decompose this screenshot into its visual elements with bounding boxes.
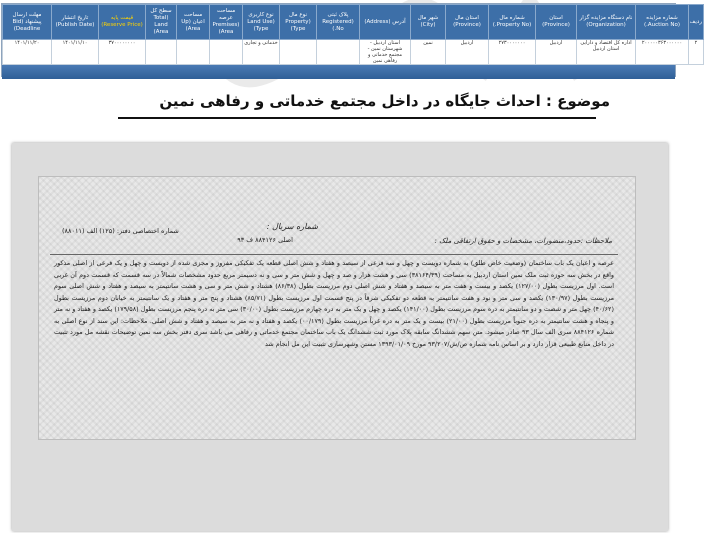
column-header[interactable]: مساحت عرصه (Premises Area) — [210, 5, 243, 40]
column-header[interactable]: نوع مال (Property Type) — [280, 5, 317, 40]
column-header[interactable]: پلاک ثبتی (Registered No.) — [317, 5, 360, 40]
listing-table — [2, 4, 704, 65]
table-cell: ۳۷۰۰۰۰۰۰۰۰ — [99, 40, 146, 65]
listing-grid — [1, 3, 702, 77]
column-header[interactable]: آدرس (Address) — [360, 5, 411, 40]
deed-content — [50, 220, 618, 435]
table-row[interactable] — [3, 40, 704, 65]
table-cell — [317, 40, 360, 65]
table-header-row — [3, 5, 704, 40]
column-header[interactable]: سطح کل (Total Land Area) — [146, 5, 177, 40]
column-header[interactable]: استان (Province) — [536, 5, 577, 40]
deed-tracking-number: شماره اختصاصی دفتر: (۱۲۵) الف (۸۸۰۱۱) — [62, 227, 179, 235]
column-header[interactable]: مساحت اعیان (Up Area) — [177, 5, 210, 40]
column-header-reserve-price[interactable]: قیمت پایه (Reserve Price) — [99, 5, 146, 40]
column-header[interactable]: ردیف — [689, 5, 704, 40]
table-cell: نمین — [411, 40, 446, 65]
column-header[interactable]: استان مال (Province) — [446, 5, 489, 40]
grid-footer-bar — [2, 65, 675, 79]
column-header[interactable]: نام دستگاه مزایده گزار (Organization) — [577, 5, 636, 40]
deed-serial-value: اصلی ۸۸۴۱۲۶ ف ۹۳ — [237, 236, 293, 244]
column-header[interactable]: نوع کاربری (Land Use Type) — [243, 5, 280, 40]
table-cell: اردبیل — [536, 40, 577, 65]
table-cell — [146, 40, 177, 65]
table-cell — [210, 40, 243, 65]
column-header[interactable]: شماره مزایده (Auction No.) — [636, 5, 689, 40]
column-header[interactable]: شماره مال (Property No.) — [489, 5, 536, 40]
deed-serial-label: شماره سریال : — [266, 222, 318, 231]
page-title: موضوع : احداث جایگاه در داخل مجتمع خدماتی و رفاهی نمین — [159, 92, 610, 110]
table-cell: خدماتی و تجاری — [243, 40, 280, 65]
table-cell: استان اردبیل - شهرستان نمین - مجتمع خدماتی و رفاهی نمین — [360, 40, 411, 65]
deed-body-text: عرصه و اعیان یک باب ساختمان (وضعیت خاص طلق) به شماره دویست و چهل و سه فرعی از سیصد و هفتاد و شش اصلی قطعه یک تفکیکی مفروز و مجزی شده از دویست و چهل و یک فرعی از اصلی مذکور واقع در بخش سه حوزه ثبت ملک نمین استان اردبیل به مساحت (۳۸۱۶۴/۳۹) سی و هشت هزار و صد و چهل و شش متر و سی و نه دسیمتر مربع حدود مشخصات شمالاً در سه قسمت که قسمت دوم آن غربی است. اول مرزیست بطول (۱۲۷/۰۰) یکصد و بیست و هفت متر به سیصد و هفتاد و شش اصلی دوم مرزیست بطول (۸۶/۳۸) هشتاد و شش متر و سی و هشت سانتیمتر به سیصد و هفتاد و شش اصلی سوم مرزیست بطول (۱۳۰/۹۷) یکصد و سی متر و نود و هفت سانتیمتر به قطعه دو تفکیکی شرقاً در پنج قسمت اول مرزیست بطول (۸۵/۷۱) هشتاد و پنج متر و هفتاد و یک سانتیمتر به خیابان دوم مرزیست بطول (۴۰/۶۲) چهل متر و شصت و دو سانتیمتر به دره سوم مرزیست بطول (۱۴۱/۰۰) یکصد و چهل و یک متر به دره چهارم مرزیست بطول (۳۰/۰۰) سی متر به دره پنجم مرزیست بطول (۱۷۹/۵۸) یکصد و هفتاد و نه متر و پنجاه و هشت سانتیمتر به دره جنوباً مرزیست بطول (۲۱/۰۰) بیست و یک متر به دره غرباً مرزیست بطول (۰۰/۱۷۹) یکصد و هفتاد و نه متر به سیصد و هفتاد و شش اصلی. ملاحظات: این سند از نوع اصلی به شماره ۸۸۴۱۲۶ سری الف سال ۹۳ صادر میشود. متن سهم ششدانگ سابقه پلاک مورد ثبت ششدانگ یک باب ساختمان مجتمع خدماتی و رفاهی می باشد سری دفتر بخش سه نمین توضیحات نقشه مل مورد تثبیت در داخل منابع طبیعی قرار دارد و بر اساس نامه شماره ص/ش/۹۳/۲۰۷ مورخ ۱۳۹۳/۰۱/۰۹ مستن وشهرسازی تثبیت این مل انجام شد — [54, 259, 615, 348]
table-cell: ۱۴۰۱/۱۱/۲۰ — [3, 40, 52, 65]
deed-notes-label: ملاحظات :حدود،منضورات، مشخصات و حقوق ارتفاقی ملک : — [434, 237, 612, 245]
table-cell: اردبیل — [446, 40, 489, 65]
title-underline — [118, 117, 596, 119]
table-cell — [177, 40, 210, 65]
table-cell: ۲۷۳۰۰۰۰۰۰۰ — [489, 40, 536, 65]
column-header[interactable]: شهر مال (City) — [411, 5, 446, 40]
column-header[interactable]: تاریخ انتشار (Publish Date) — [52, 5, 99, 40]
table-cell: اداره کل اقتصاد و دارایی استان اردبیل — [577, 40, 636, 65]
table-cell — [280, 40, 317, 65]
table-cell: ۲۰۰۰۰۰۳۶۳۰۰۰۰۰۰ — [636, 40, 689, 65]
column-header[interactable]: مهلت ارسال پیشنهاد (Bid Deadline) — [3, 5, 52, 40]
table-cell: ۲ — [689, 40, 704, 65]
table-cell: ۱۴۰۱/۱۱/۱۰ — [52, 40, 99, 65]
